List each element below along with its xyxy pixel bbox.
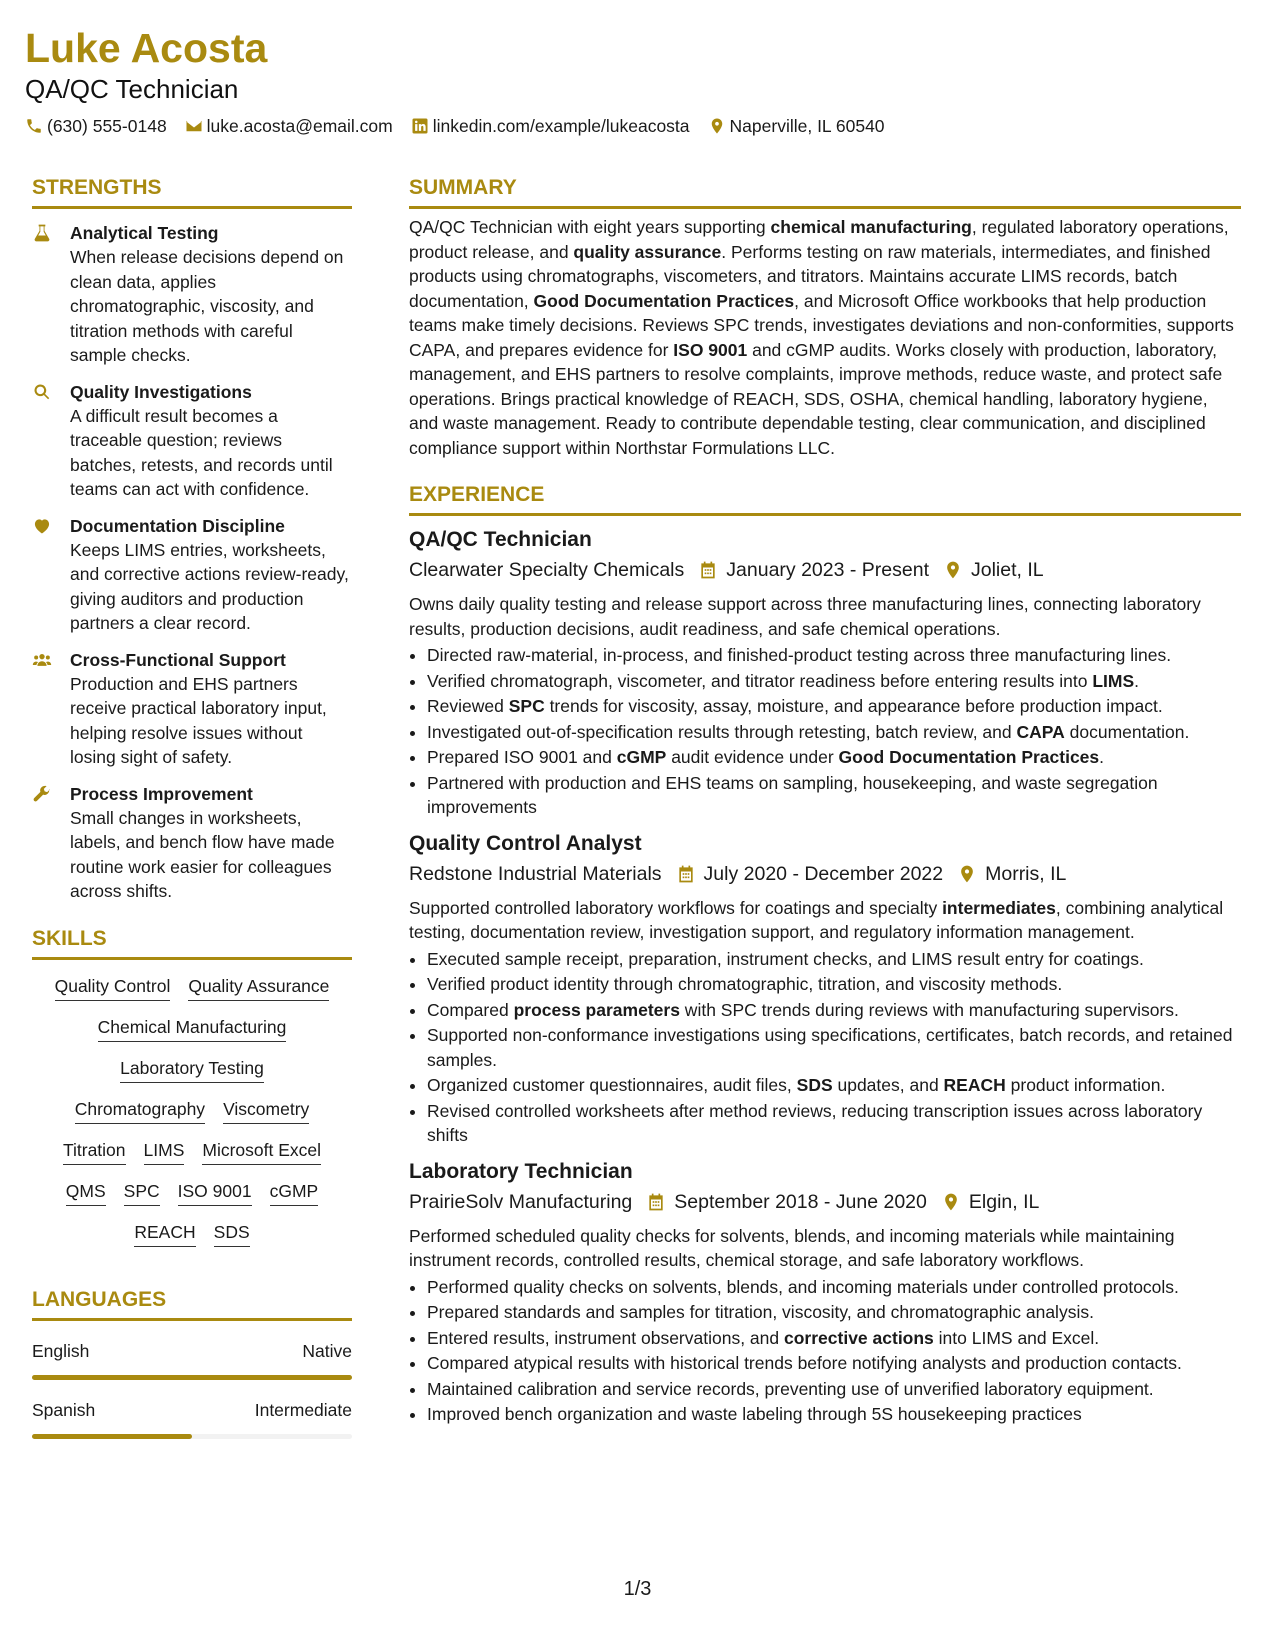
strength-body	[70, 514, 352, 636]
text-span: Verified chromatograph, viscometer, and titrator readiness before entering results into	[427, 670, 1093, 691]
phone-icon	[25, 117, 43, 135]
language-list	[32, 1339, 352, 1439]
strength-body	[70, 380, 352, 502]
map-pin-icon	[957, 864, 977, 884]
text-span: Organized customer questionnaires, audit files,	[427, 1075, 797, 1095]
skill-tag: Viscometry	[223, 1097, 309, 1124]
bold-text: chemical manufacturing	[770, 217, 972, 237]
language-item	[32, 1339, 352, 1380]
strength-body	[70, 648, 352, 770]
job-bullet	[427, 1351, 1241, 1376]
job-description	[409, 896, 1241, 945]
job-entry	[409, 1158, 1241, 1427]
strength-description: Small changes in worksheets, labels, and bench flow have made routine work easier for colleagues across shifts.	[70, 807, 335, 901]
text-span: Supported controlled laboratory workflows for coatings and specialty	[409, 897, 943, 918]
text-span: QA/QC Technician with eight years supporting	[409, 217, 771, 237]
contact-text: Naperville, IL 60540	[729, 116, 885, 136]
skill-list	[32, 974, 352, 1247]
strength-title: Cross-Functional Support	[70, 649, 286, 670]
contact-item[interactable]	[185, 114, 393, 138]
job-bullets	[409, 947, 1241, 1148]
text-span: . Performs testing on raw materials, intermediates, and finished products using chromatographs, viscometers, and titrators. Maintains accurate LIMS records, batch documentation,	[409, 241, 1211, 311]
job-bullet	[427, 669, 1241, 694]
text-span: Partnered with production and EHS teams on sampling, housekeeping, and waste segregation improvements	[427, 772, 1158, 817]
text-span: Investigated out-of-specification results through retesting, batch review, and	[427, 721, 1017, 742]
bold-text: Good Documentation Practices	[533, 290, 795, 311]
company-name: PrairieSolv Manufacturing	[409, 1190, 633, 1213]
job-location: Elgin, IL	[968, 1190, 1040, 1213]
text-span: trends for viscosity, assay, moisture, and appearance before production impact.	[544, 696, 1163, 716]
text-span: Executed sample receipt, preparation, instrument checks, and LIMS result entry for coatings.	[427, 948, 1144, 969]
strength-title: Process Improvement	[70, 783, 253, 804]
bold-text: ISO 9001	[673, 339, 748, 360]
job-bullet	[427, 1300, 1241, 1325]
text-span: Performed quality checks on solvents, blends, and incoming materials under controlled protocols.	[427, 1276, 1179, 1297]
skill-row	[32, 974, 352, 1001]
resume-header	[25, 22, 1245, 138]
text-span: Owns daily quality testing and release support across three manufacturing lines, connecting laboratory results, production decisions, audit readiness, and safe chemical operations.	[409, 594, 1201, 639]
strength-title: Documentation Discipline	[70, 515, 285, 536]
text-span: Directed raw-material, in-process, and finished-product testing across three manufacturing lines.	[427, 645, 1172, 665]
text-span: Compared	[427, 999, 514, 1020]
job-bullets	[409, 643, 1241, 820]
skill-tag: QMS	[66, 1179, 106, 1206]
flask-icon	[32, 221, 70, 368]
text-span: Improved bench organization and waste labeling through 5S housekeeping practices	[427, 1404, 1082, 1424]
calendar-icon	[646, 1192, 666, 1212]
candidate-name: Luke Acosta	[25, 25, 268, 71]
strength-description: Keeps LIMS entries, worksheets, and corrective actions review-ready, giving auditors and production partners a clear record.	[70, 539, 349, 633]
job-bullet	[427, 771, 1241, 820]
text-span: product information.	[1005, 1075, 1166, 1095]
skill-tag: REACH	[134, 1220, 195, 1247]
bold-text: CAPA	[1016, 721, 1065, 742]
language-row	[32, 1398, 352, 1422]
job-dates: September 2018 - June 2020	[674, 1190, 927, 1213]
bold-text: corrective actions	[784, 1327, 934, 1348]
bold-text: quality assurance	[573, 241, 722, 262]
strength-body	[70, 221, 352, 368]
text-span: with SPC trends during reviews with manufacturing supervisors.	[679, 999, 1179, 1020]
languages-heading: LANGUAGES	[32, 1287, 352, 1321]
bold-text: cGMP	[616, 747, 667, 767]
magnifier-icon	[32, 380, 70, 502]
skills-section	[32, 926, 352, 1247]
proficiency-bar	[32, 1375, 352, 1380]
bold-text: SDS	[796, 1075, 833, 1095]
job-bullet	[427, 998, 1241, 1023]
linkedin-icon	[411, 117, 429, 135]
strength-item	[32, 648, 352, 770]
contact-text: luke.acosta@email.com	[206, 116, 393, 136]
candidate-title: QA/QC Technician	[25, 74, 239, 104]
strengths-heading: STRENGTHS	[32, 175, 352, 209]
calendar-icon	[698, 560, 718, 580]
contact-list	[25, 114, 1245, 138]
skill-row	[32, 1220, 352, 1247]
language-level: Intermediate	[254, 1399, 352, 1420]
language-item	[32, 1398, 352, 1439]
skill-tag: Laboratory Testing	[120, 1056, 264, 1083]
skill-tag: Chromatography	[75, 1097, 205, 1124]
job-location: Morris, IL	[985, 862, 1067, 885]
language-name: Spanish	[32, 1399, 96, 1420]
calendar-icon	[676, 864, 696, 884]
skill-row	[32, 1015, 352, 1042]
job-bullet	[427, 1275, 1241, 1300]
skill-tag: Quality Control	[55, 974, 171, 1001]
language-row	[32, 1339, 352, 1363]
skill-row	[32, 1138, 352, 1165]
proficiency-bar	[32, 1434, 352, 1439]
job-location: Joliet, IL	[970, 559, 1044, 581]
contact-text: (630) 555-0148	[47, 116, 167, 136]
skill-tag: SPC	[124, 1179, 160, 1206]
language-name: English	[32, 1340, 90, 1361]
strength-item	[32, 514, 352, 636]
job-description	[409, 1224, 1241, 1273]
text-span: , and Microsoft Office workbooks that help production teams make timely decisions. Reviews SPC trends, investigates deviations and non-conformities, supports CAPA, and prepares evidence for	[409, 290, 1234, 360]
job-bullet	[427, 1326, 1241, 1351]
experience-section	[409, 482, 1241, 1427]
right-column	[409, 175, 1241, 1427]
strength-item	[32, 782, 352, 904]
job-bullet	[427, 1402, 1241, 1427]
text-span: .	[1099, 747, 1105, 767]
job-bullet	[427, 745, 1241, 770]
job-dates: January 2023 - Present	[726, 559, 929, 581]
bold-text: Good Documentation Practices	[838, 747, 1100, 767]
language-level: Native	[302, 1340, 352, 1361]
strength-title: Quality Investigations	[70, 381, 252, 402]
bold-text: REACH	[943, 1075, 1006, 1095]
job-bullet	[427, 720, 1241, 745]
contact-item[interactable]	[25, 114, 167, 138]
job-title: Quality Control Analyst	[409, 831, 642, 855]
text-span: Entered results, instrument observations, and	[427, 1327, 784, 1348]
job-bullet	[427, 643, 1241, 668]
job-meta	[409, 1188, 1241, 1216]
skill-tag: ISO 9001	[178, 1179, 252, 1206]
skill-tag: LIMS	[144, 1138, 185, 1165]
text-span: Supported non-conformance investigations using specifications, certificates, batch records, and retained samples.	[427, 1025, 1233, 1070]
skill-tag: Microsoft Excel	[202, 1138, 321, 1165]
bold-text: intermediates	[942, 897, 1056, 918]
strength-description: Production and EHS partners receive practical laboratory input, helping resolve issues without losing sight of safety.	[70, 673, 327, 767]
strength-body	[70, 782, 352, 904]
text-span: audit evidence under	[666, 747, 839, 767]
text-span: Performed scheduled quality checks for solvents, blends, and incoming materials while maintaining instrument records, controlled results, chemical storage, and safe laboratory workflows.	[409, 1225, 1175, 1270]
contact-text: linkedin.com/example/lukeacosta	[432, 116, 690, 136]
company-name: Redstone Industrial Materials	[409, 862, 662, 885]
experience-heading: EXPERIENCE	[409, 482, 1241, 516]
strength-description: A difficult result becomes a traceable question; reviews batches, retests, and records until teams can act with confidence.	[70, 405, 333, 499]
skill-tag: Chemical Manufacturing	[98, 1015, 287, 1042]
job-bullet	[427, 1023, 1241, 1072]
job-title: Laboratory Technician	[409, 1159, 633, 1183]
page-number: 1/3	[623, 1578, 652, 1600]
summary-heading: SUMMARY	[409, 175, 1241, 209]
summary-text	[409, 215, 1241, 460]
text-span: Maintained calibration and service records, preventing use of unverified laboratory equipment.	[427, 1378, 1154, 1399]
strength-title: Analytical Testing	[70, 223, 219, 243]
job-title: QA/QC Technician	[409, 528, 592, 551]
text-span: , regulated laboratory operations, product release, and	[409, 217, 1229, 262]
job-list	[409, 526, 1241, 1427]
text-span: Prepared ISO 9001 and	[427, 747, 617, 767]
wrench-icon	[32, 782, 70, 904]
heart-icon	[32, 514, 70, 636]
envelope-icon	[185, 117, 203, 135]
job-bullet	[427, 972, 1241, 997]
skill-row	[32, 1097, 352, 1124]
text-span: Verified product identity through chromatographic, titration, and viscosity methods.	[427, 974, 1063, 994]
strengths-section	[32, 175, 352, 904]
job-bullet	[427, 1377, 1241, 1402]
text-span: into LIMS and Excel.	[933, 1327, 1100, 1348]
job-bullets	[409, 1275, 1241, 1427]
text-span: .	[1134, 670, 1140, 691]
skill-row	[32, 1056, 352, 1083]
skill-row	[32, 1179, 352, 1206]
text-span: Prepared standards and samples for titration, viscosity, and chromatographic analysis.	[427, 1302, 1094, 1322]
job-bullet	[427, 1073, 1241, 1098]
skills-heading: SKILLS	[32, 926, 352, 960]
text-span: documentation.	[1064, 721, 1190, 742]
job-entry	[409, 526, 1241, 820]
languages-section	[32, 1287, 352, 1439]
text-span: Compared atypical results with historical trends before notifying analysts and production contacts.	[427, 1353, 1182, 1373]
proficiency-bar-fill	[32, 1434, 192, 1439]
text-span: updates, and	[832, 1075, 944, 1095]
proficiency-bar-fill	[32, 1375, 352, 1380]
company-name: Clearwater Specialty Chemicals	[409, 559, 685, 581]
text-span: Reviewed	[427, 696, 509, 716]
strength-item	[32, 380, 352, 502]
text-span: Revised controlled worksheets after method reviews, reducing transcription issues across laboratory shifts	[427, 1100, 1203, 1145]
skill-tag: SDS	[214, 1220, 250, 1247]
bold-text: LIMS	[1092, 670, 1135, 691]
map-pin-icon	[943, 560, 963, 580]
skill-tag: Titration	[63, 1138, 126, 1165]
skill-tag: Quality Assurance	[188, 974, 329, 1001]
map-pin-icon	[941, 1192, 961, 1212]
contact-item[interactable]	[411, 114, 690, 138]
strength-list	[32, 221, 352, 904]
job-bullet	[427, 1099, 1241, 1148]
job-dates: July 2020 - December 2022	[703, 862, 944, 885]
bold-text: process parameters	[513, 999, 680, 1020]
job-bullet	[427, 947, 1241, 972]
strength-description: When release decisions depend on clean data, applies chromatographic, viscosity, and titration methods with careful sample checks.	[70, 247, 344, 365]
job-meta	[409, 860, 1241, 888]
job-bullet	[427, 694, 1241, 719]
text-span: , combining analytical testing, documentation review, investigation support, and regulatory information management.	[409, 897, 1224, 942]
job-description	[409, 592, 1241, 641]
left-column	[32, 175, 352, 1439]
contact-item[interactable]	[708, 114, 885, 138]
summary-section	[409, 175, 1241, 460]
job-entry	[409, 830, 1241, 1148]
skill-tag: cGMP	[270, 1179, 319, 1206]
strength-item	[32, 221, 352, 368]
bold-text: SPC	[508, 696, 545, 716]
text-span: and cGMP audits. Works closely with production, laboratory, management, and EHS partners to resolve complaints, improve methods, reduce waste, and protect safe operations. Brings practical knowledge of REACH, SDS, OSHA, chemical handling, laboratory hygiene, and waste management. Ready to contribute dependable testing, clear communication, and disciplined compliance support within Northstar Formulations LLC.	[409, 339, 1223, 458]
users-icon	[32, 648, 70, 770]
job-meta	[409, 556, 1241, 584]
map-pin-icon	[708, 117, 726, 135]
